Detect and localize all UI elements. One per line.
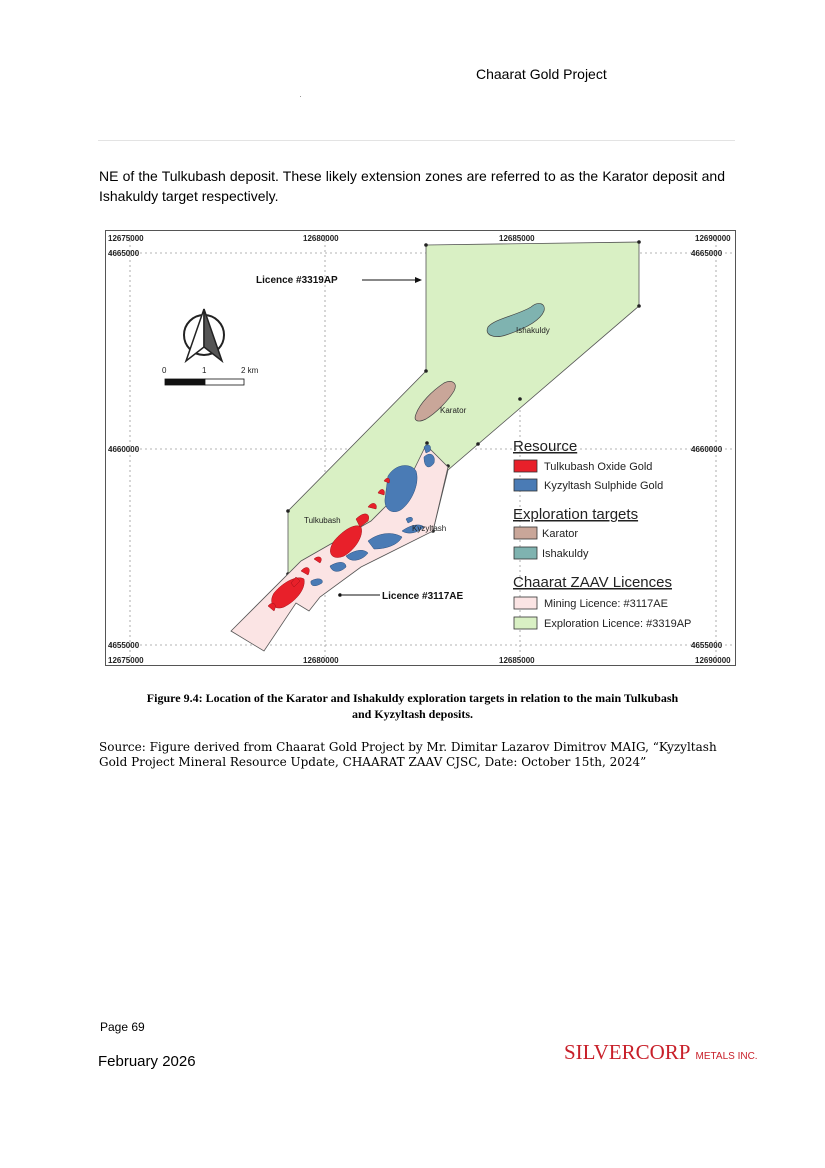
legend-swatch-karator bbox=[514, 527, 537, 539]
grid-label-left-2: 4660000 bbox=[108, 445, 140, 454]
grid-label-left-3: 4655000 bbox=[108, 641, 140, 650]
grid-label-right-2: 4660000 bbox=[691, 445, 723, 454]
scale-bar bbox=[162, 366, 259, 385]
legend-swatch-exploration bbox=[514, 617, 537, 629]
page-number: Page 69 bbox=[100, 1020, 145, 1034]
caption-line-2: and Kyzyltash deposits. bbox=[351, 707, 474, 721]
grid-label-right-1: 4665000 bbox=[691, 249, 723, 258]
location-map bbox=[105, 230, 736, 666]
silvercorp-logo bbox=[564, 1040, 758, 1065]
licence-3319-label: Licence #3319AP bbox=[256, 275, 338, 286]
north-arrow-icon bbox=[184, 309, 224, 361]
footer-date: February 2026 bbox=[98, 1053, 196, 1070]
licence-3117-callout bbox=[338, 591, 463, 602]
legend-swatch-ishakuldy bbox=[514, 547, 537, 559]
body-paragraph: NE of the Tulkubash deposit. These likely extension zones are referred to as the Karator deposit and Ishakuldy target respectively. bbox=[99, 168, 725, 204]
grid-label-right-3: 4655000 bbox=[691, 641, 723, 650]
legend-mining-label: Mining Licence: #3117AE bbox=[544, 598, 668, 610]
scale-label-1: 1 bbox=[202, 366, 207, 375]
licence-3117-label: Licence #3117AE bbox=[382, 591, 464, 602]
kyzyltash-label: Kyzyltash bbox=[412, 524, 447, 533]
legend-licences-title: Chaarat ZAAV Licences bbox=[513, 574, 672, 591]
legend-exploration-title: Exploration targets bbox=[513, 506, 639, 523]
grid-label-left-1: 4665000 bbox=[108, 249, 140, 258]
grid-label-top-4: 12690000 bbox=[695, 234, 731, 243]
grid-label-bottom-2: 12680000 bbox=[303, 656, 339, 665]
scale-label-2: 2 km bbox=[241, 366, 259, 375]
figure-caption bbox=[100, 690, 725, 722]
legend-exploration-licence-label: Exploration Licence: #3319AP bbox=[544, 618, 692, 630]
header-divider bbox=[98, 140, 735, 141]
grid-label-bottom-3: 12685000 bbox=[499, 656, 535, 665]
header-dot bbox=[300, 96, 301, 97]
figure-source: Source: Figure derived from Chaarat Gold Project by Mr. Dimitar Lazarov Dimitrov MAIG, “Kyzyltash Gold Project Mineral Resource Update, CHAARAT ZAAV CJSC, Date: October 15th, 2024” bbox=[99, 740, 717, 769]
legend-sulphide-label: Kyzyltash Sulphide Gold bbox=[544, 480, 664, 492]
grid-label-top-3: 12685000 bbox=[499, 234, 535, 243]
legend-swatch-mining bbox=[514, 597, 537, 609]
legend-swatch-oxide bbox=[514, 460, 537, 472]
grid-label-top-2: 12680000 bbox=[303, 234, 339, 243]
legend-oxide-label: Tulkubash Oxide Gold bbox=[544, 461, 653, 473]
page-header-title: Chaarat Gold Project bbox=[476, 66, 607, 82]
ishakuldy-label: Ishakuldy bbox=[516, 326, 550, 335]
legend-swatch-sulphide bbox=[514, 479, 537, 491]
map-legend bbox=[513, 438, 691, 630]
karator-label: Karator bbox=[440, 406, 467, 415]
caption-line-1: Figure 9.4: Location of the Karator and Ishakuldy exploration targets in relation to the main Tulkubash bbox=[146, 691, 679, 705]
grid-label-bottom-1: 12675000 bbox=[108, 656, 144, 665]
legend-ishakuldy-label: Ishakuldy bbox=[542, 548, 589, 560]
grid-label-top-1: 12675000 bbox=[108, 234, 144, 243]
tulkubash-label: Tulkubash bbox=[304, 516, 341, 525]
logo-sub-text: METALS INC. bbox=[695, 1051, 758, 1062]
licence-3319-callout bbox=[256, 275, 422, 286]
legend-resource-title: Resource bbox=[513, 438, 578, 455]
legend-karator-label: Karator bbox=[542, 528, 579, 540]
logo-main-text: SILVERCORP bbox=[564, 1040, 691, 1064]
map-svg bbox=[106, 231, 735, 665]
scale-label-0: 0 bbox=[162, 366, 167, 375]
grid-label-bottom-4: 12690000 bbox=[695, 656, 731, 665]
